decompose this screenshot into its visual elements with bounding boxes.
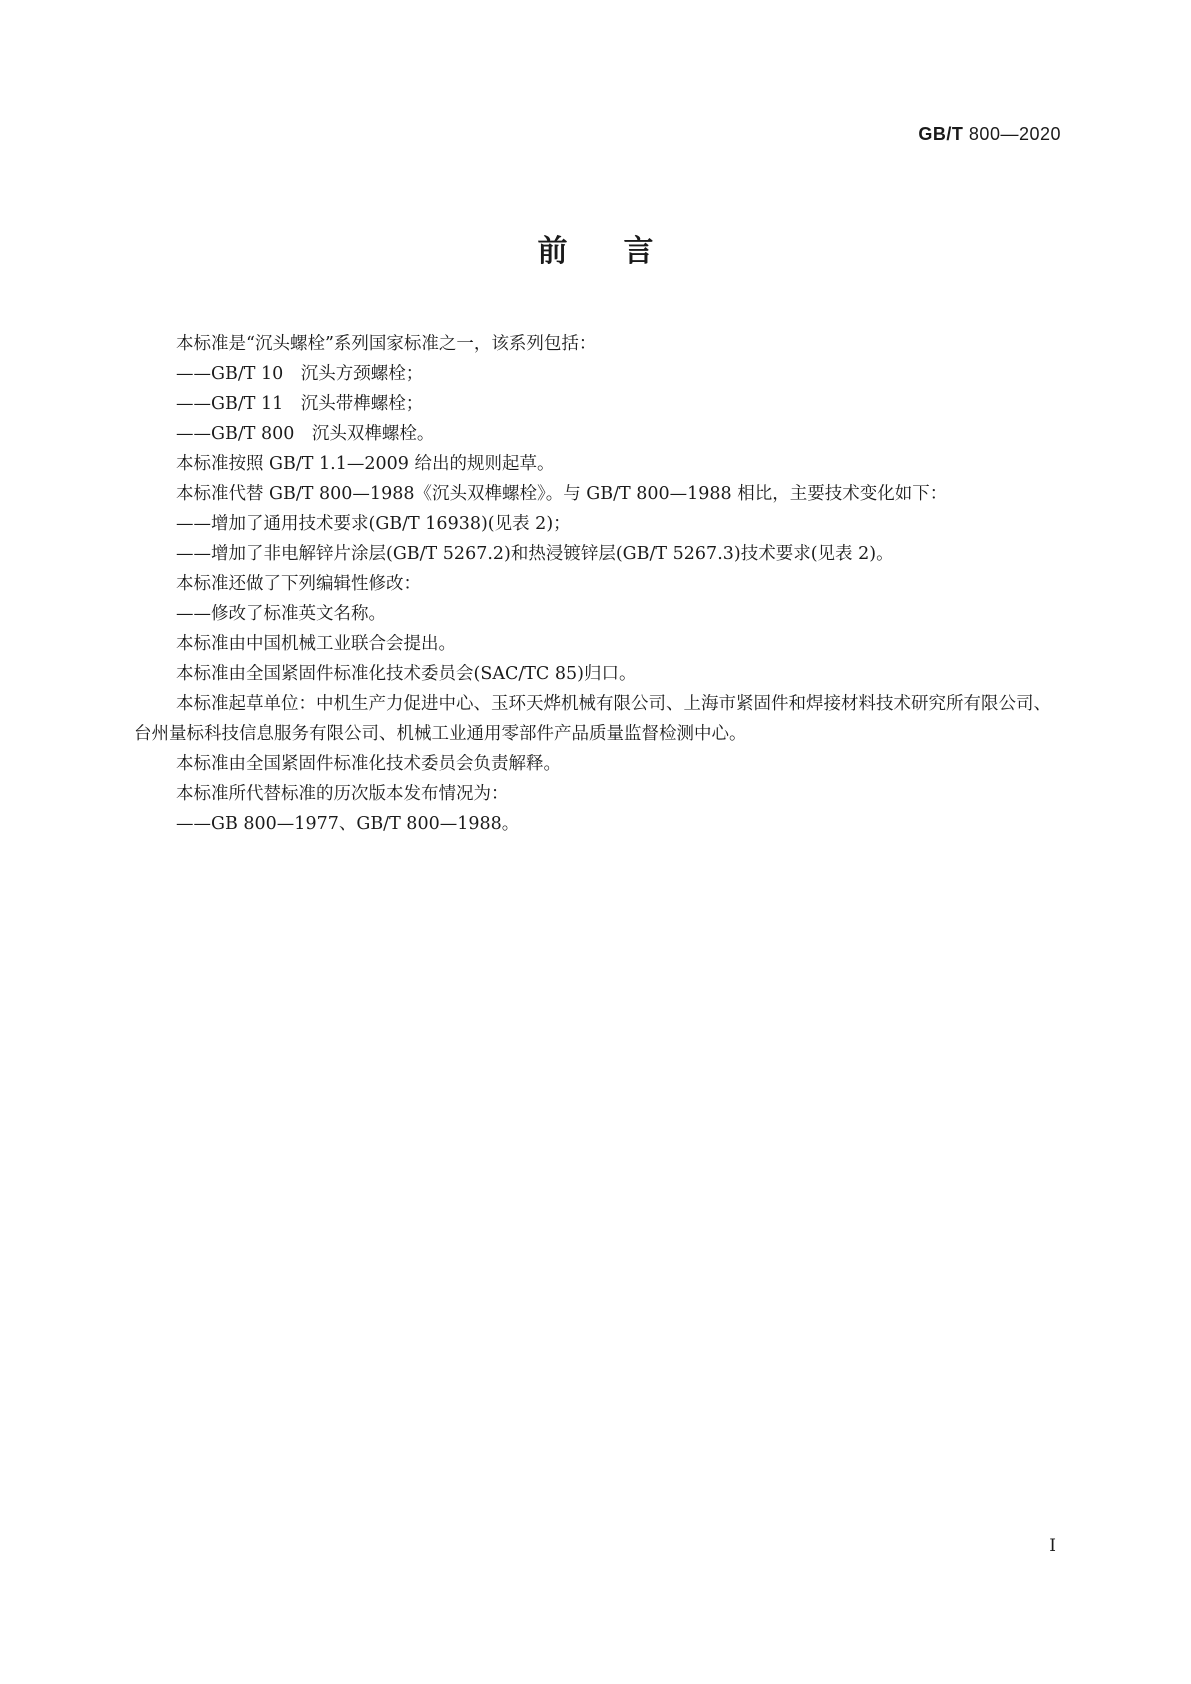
standard-code: 800—2020	[968, 124, 1061, 144]
page-title: 前言	[537, 234, 710, 269]
paragraph-interpretation: 本标准由全国紧固件标准化技术委员会负责解释。	[176, 754, 561, 774]
list-item-gbt11: ——GB/T 11 沉头带榫螺栓；	[176, 394, 424, 414]
paragraph-drafting-rules: 本标准按照 GB/T 1.1—2009 给出的规则起草。	[176, 454, 555, 474]
list-item-change-2: ——增加了非电解锌片涂层(GB/T 5267.2)和热浸镀锌层(GB/T 5267.3)技术要求(见表 2)。	[176, 544, 894, 564]
list-item-history: ——GB 800—1977、GB/T 800—1988。	[176, 814, 520, 834]
list-item-change-1: ——增加了通用技术要求(GB/T 16938)(见表 2)；	[176, 514, 571, 534]
standard-prefix: GB/T	[918, 124, 964, 144]
paragraph-history: 本标准所代替标准的历次版本发布情况为：	[176, 784, 509, 804]
paragraph-editorial: 本标准还做了下列编辑性修改：	[176, 574, 421, 594]
document-body	[134, 329, 1060, 839]
paragraph-replacement: 本标准代替 GB/T 800—1988《沉头双榫螺栓》。与 GB/T 800—1988 相比，主要技术变化如下：	[176, 484, 948, 504]
paragraph-under-jurisdiction: 本标准由全国紧固件标准化技术委员会(SAC/TC 85)归口。	[176, 664, 637, 684]
paragraph-drafting-units: 本标准起草单位：中机生产力促进中心、玉环天烨机械有限公司、上海市紧固件和焊接材料技术研究所有限公司、台州量标科技信息服务有限公司、机械工业通用零部件产品质量监督检测中心。	[134, 694, 1051, 744]
standard-number	[918, 124, 1061, 145]
paragraph-proposed-by: 本标准由中国机械工业联合会提出。	[176, 634, 456, 654]
paragraph-series-intro: 本标准是“沉头螺栓”系列国家标准之一，该系列包括：	[176, 334, 597, 354]
list-item-editorial-1: ——修改了标准英文名称。	[176, 604, 386, 624]
page-number: I	[1049, 1536, 1056, 1556]
list-item-gbt10: ——GB/T 10 沉头方颈螺栓；	[176, 364, 424, 384]
list-item-gbt800: ——GB/T 800 沉头双榫螺栓。	[176, 424, 435, 444]
